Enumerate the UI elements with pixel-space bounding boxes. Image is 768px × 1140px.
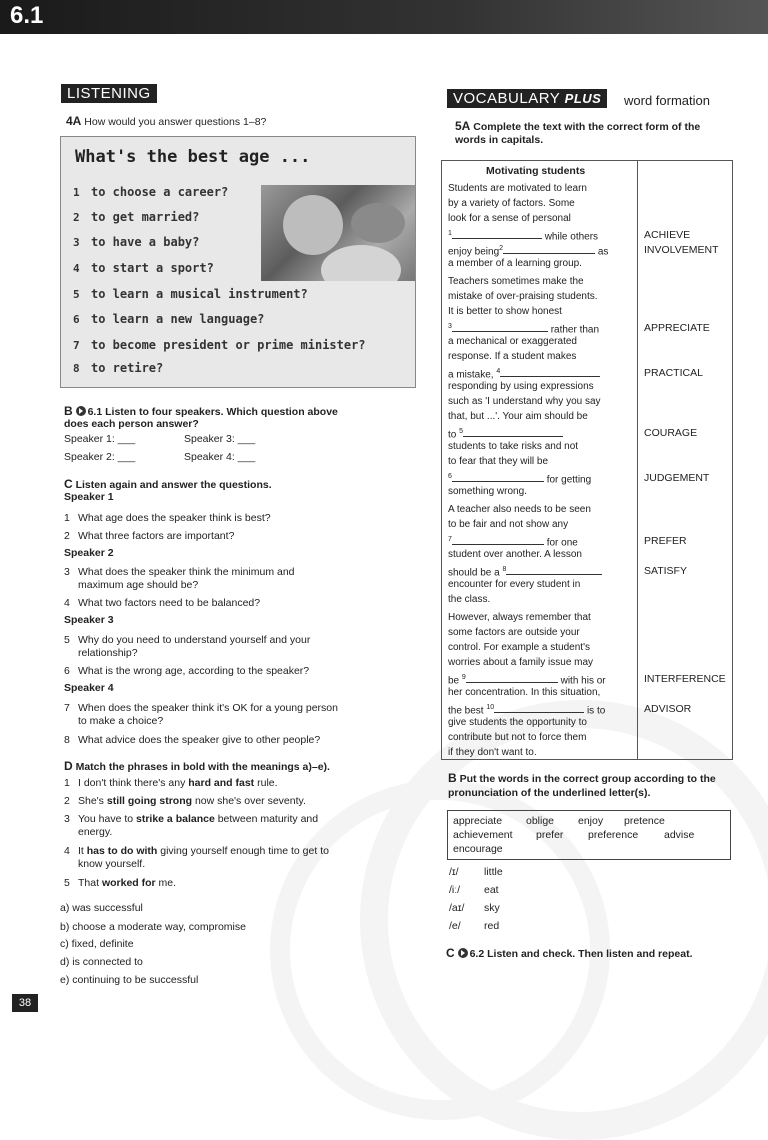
text-line: It is better to show honest: [448, 306, 562, 317]
phrase-item-cont: energy.: [78, 826, 113, 838]
exercise-c-listening: C Listen again and answer the questions.: [64, 477, 272, 491]
capital-word: PREFER: [644, 535, 687, 547]
speaker-2-answer: Speaker 2: ___: [64, 451, 136, 463]
exercise-b-vocab: B Put the words in the correct group according to the: [448, 771, 716, 785]
capital-word: INVOLVEMENT: [644, 244, 719, 256]
text-line: students to take risks and not: [448, 441, 579, 452]
question-item: 3 What does the speaker think the minimum and: [64, 566, 295, 578]
text-line: look for a sense of personal: [448, 213, 571, 224]
vocabulary-plus-tag: VOCABULARY PLUS: [447, 89, 607, 108]
exercise-b-vocab-line2: pronunciation of the underlined letter(s).: [448, 787, 651, 799]
quiz-item: 3 to have a baby?: [73, 235, 200, 249]
audio-play-icon[interactable]: [458, 948, 468, 958]
text-line: mistake of over-praising students.: [448, 291, 598, 302]
gap-line: a mistake, $^4$: [448, 366, 600, 381]
text-line: that, but ...'. Your aim should be: [448, 411, 588, 422]
gap-8[interactable]: [506, 567, 602, 575]
text-line: contribute but not to force them: [448, 732, 587, 743]
quiz-item: 4 to start a sport?: [73, 261, 214, 275]
gap-9[interactable]: [466, 675, 558, 683]
word-formation-table: [441, 160, 733, 760]
sound-symbol: /aɪ/: [449, 902, 465, 914]
question-item: 7 When does the speaker think it's OK for a young person: [64, 702, 338, 714]
text-line: give students the opportunity to: [448, 717, 587, 728]
sound-word: sky: [484, 902, 500, 914]
capital-word: APPRECIATE: [644, 322, 710, 334]
text-line: control. For example a student's: [448, 642, 590, 653]
gap-2[interactable]: [503, 246, 595, 254]
text-line: such as 'I understand why you say: [448, 396, 601, 407]
photo-shape: [351, 203, 405, 243]
question-item-cont: to make a choice?: [78, 715, 164, 727]
capital-word: INTERFERENCE: [644, 673, 726, 685]
quiz-item: 7 to become president or prime minister?: [73, 338, 366, 352]
table-title: Motivating students: [486, 165, 586, 177]
capital-word: COURAGE: [644, 427, 698, 439]
exercise-instruction: How would you answer questions 1–8?: [84, 116, 267, 128]
phrase-item-cont: know yourself.: [78, 858, 146, 870]
word-item: oblige: [526, 815, 555, 827]
text-line: if they don't want to.: [448, 747, 537, 758]
gap-6[interactable]: [452, 474, 544, 482]
photo-shape: [321, 245, 401, 281]
phrase-item: 1 I don't think there's any hard and fast rule.: [64, 777, 278, 789]
phrase-item: 5 That worked for me.: [64, 877, 177, 889]
question-item: 2 What three factors are important?: [64, 530, 235, 542]
text-line: some factors are outside your: [448, 627, 580, 638]
gap-1[interactable]: [452, 231, 542, 239]
text-line: by a variety of factors. Some: [448, 198, 575, 209]
listening-tag: LISTENING: [61, 84, 157, 103]
gap-10[interactable]: [494, 705, 584, 713]
unit-number: 6.1: [10, 2, 44, 29]
quiz-item: 1 to choose a career?: [73, 185, 229, 199]
text-line: a member of a learning group.: [448, 258, 582, 269]
text-line: response. If a student makes: [448, 351, 577, 362]
exercise-4a: [66, 115, 266, 129]
photo-shape: [283, 195, 343, 255]
exercise-number: 4A: [66, 114, 82, 128]
speaker-3-answer: Speaker 3: ___: [184, 433, 256, 445]
capital-word: ADVISOR: [644, 703, 692, 715]
word-item: achievement: [453, 829, 513, 841]
gap-3[interactable]: [452, 324, 548, 332]
speaker-heading: Speaker 2: [64, 547, 114, 559]
sound-word: eat: [484, 884, 499, 896]
capital-word: ACHIEVE: [644, 229, 691, 241]
question-item-cont: relationship?: [78, 647, 138, 659]
capital-word: PRACTICAL: [644, 367, 703, 379]
text-line: encounter for every student in: [448, 579, 581, 590]
exercise-5a-line2: words in capitals.: [455, 134, 544, 146]
meaning-item: c) fixed, definite: [60, 938, 134, 950]
quiz-item: 6 to learn a new language?: [73, 312, 265, 326]
text-line: student over another. A lesson: [448, 549, 582, 560]
gap-line: $^7$ for one: [448, 536, 578, 549]
text-line: the class.: [448, 594, 491, 605]
quiz-item: 2 to get married?: [73, 210, 200, 224]
question-item: 5 Why do you need to understand yourself and your: [64, 634, 311, 646]
word-item: enjoy: [578, 815, 604, 827]
exercise-b-line2: does each person answer?: [64, 418, 199, 430]
sound-symbol: /ɪ/: [449, 866, 459, 878]
exercise-d-listening: D Match the phrases in bold with the meanings a)–e).: [64, 759, 330, 773]
speaker-1-answer: Speaker 1: ___: [64, 433, 136, 445]
question-item: 1 What age does the speaker think is best?: [64, 512, 271, 524]
word-item: advise: [664, 829, 695, 841]
gap-line: $^6$ for getting: [448, 473, 592, 486]
text-line: Teachers sometimes make the: [448, 276, 584, 287]
question-item: 6 What is the wrong age, according to the speaker?: [64, 665, 310, 677]
unit-header-bar: [0, 0, 768, 34]
text-line: worries about a family issue may: [448, 657, 594, 668]
text-line: Students are motivated to learn: [448, 183, 587, 194]
speaker-4-answer: Speaker 4: ___: [184, 451, 256, 463]
gap-line: be $^9$ with his or: [448, 674, 606, 687]
word-item: appreciate: [453, 815, 503, 827]
text-line: to fear that they will be: [448, 456, 549, 467]
sound-word: little: [484, 866, 503, 878]
sound-word: red: [484, 920, 500, 932]
text-line: responding by using expressions: [448, 381, 594, 392]
gap-5[interactable]: [463, 429, 563, 437]
table-divider: [637, 161, 638, 759]
gap-line: $^1$ while others: [448, 230, 599, 243]
text-line: However, always remember that: [448, 612, 591, 623]
quiz-item: 8 to retire?: [73, 361, 164, 375]
phrase-item: 3 You have to strike a balance between maturity and: [64, 813, 319, 825]
text-line: A teacher also needs to be seen: [448, 504, 591, 515]
speaker-heading: Speaker 3: [64, 614, 114, 626]
text-line: to be fair and not show any: [448, 519, 569, 530]
capital-word: SATISFY: [644, 565, 687, 577]
meaning-item: b) choose a moderate way, compromise: [60, 921, 246, 933]
gap-4[interactable]: [500, 369, 600, 377]
baby-photo: [261, 185, 415, 281]
exercise-b-listening: B 6.1 Listen to four speakers. Which question above: [64, 404, 338, 418]
word-item: preference: [588, 829, 639, 841]
sound-symbol: /iː/: [449, 884, 461, 896]
audio-play-icon[interactable]: [76, 406, 86, 416]
exercise-c-vocab: C 6.2 Listen and check. Then listen and repeat.: [446, 946, 693, 960]
phrase-item: 2 She's still going strong now she's over seventy.: [64, 795, 306, 807]
speaker-heading: Speaker 1: [64, 491, 114, 503]
meaning-item: e) continuing to be successful: [60, 974, 199, 986]
sound-symbol: /e/: [449, 920, 461, 932]
question-item-cont: maximum age should be?: [78, 579, 199, 591]
speaker-heading: Speaker 4: [64, 682, 114, 694]
gap-line: should be a $^8$: [448, 564, 602, 579]
gap-line: $^3$ rather than: [448, 323, 600, 336]
gap-line: to $^5$: [448, 426, 563, 441]
gap-line: enjoy being$^2$ as: [448, 245, 609, 258]
text-line: her concentration. In this situation,: [448, 687, 601, 698]
quiz-box: [60, 136, 416, 388]
word-item: encourage: [453, 843, 503, 855]
question-item: 8 What advice does the speaker give to other people?: [64, 734, 321, 746]
page-number: 38: [12, 994, 38, 1012]
vocab-subtitle: word formation: [624, 93, 710, 108]
phrase-item: 4 It has to do with giving yourself enough time to get to: [64, 845, 329, 857]
quiz-title: What's the best age ...: [75, 147, 311, 167]
capital-word: JUDGEMENT: [644, 472, 710, 484]
quiz-item: 5 to learn a musical instrument?: [73, 287, 308, 301]
exercise-5a: 5A Complete the text with the correct form of the: [455, 119, 701, 133]
question-item: 4 What two factors need to be balanced?: [64, 597, 261, 609]
gap-line: the best $^{10}$ is to: [448, 704, 606, 717]
text-line: something wrong.: [448, 486, 527, 497]
word-item: prefer: [536, 829, 564, 841]
word-item: pretence: [624, 815, 665, 827]
gap-7[interactable]: [452, 537, 544, 545]
meaning-item: d) is connected to: [60, 956, 143, 968]
meaning-item: a) was successful: [60, 902, 143, 914]
word-box: [447, 810, 731, 860]
text-line: a mechanical or exaggerated: [448, 336, 577, 347]
